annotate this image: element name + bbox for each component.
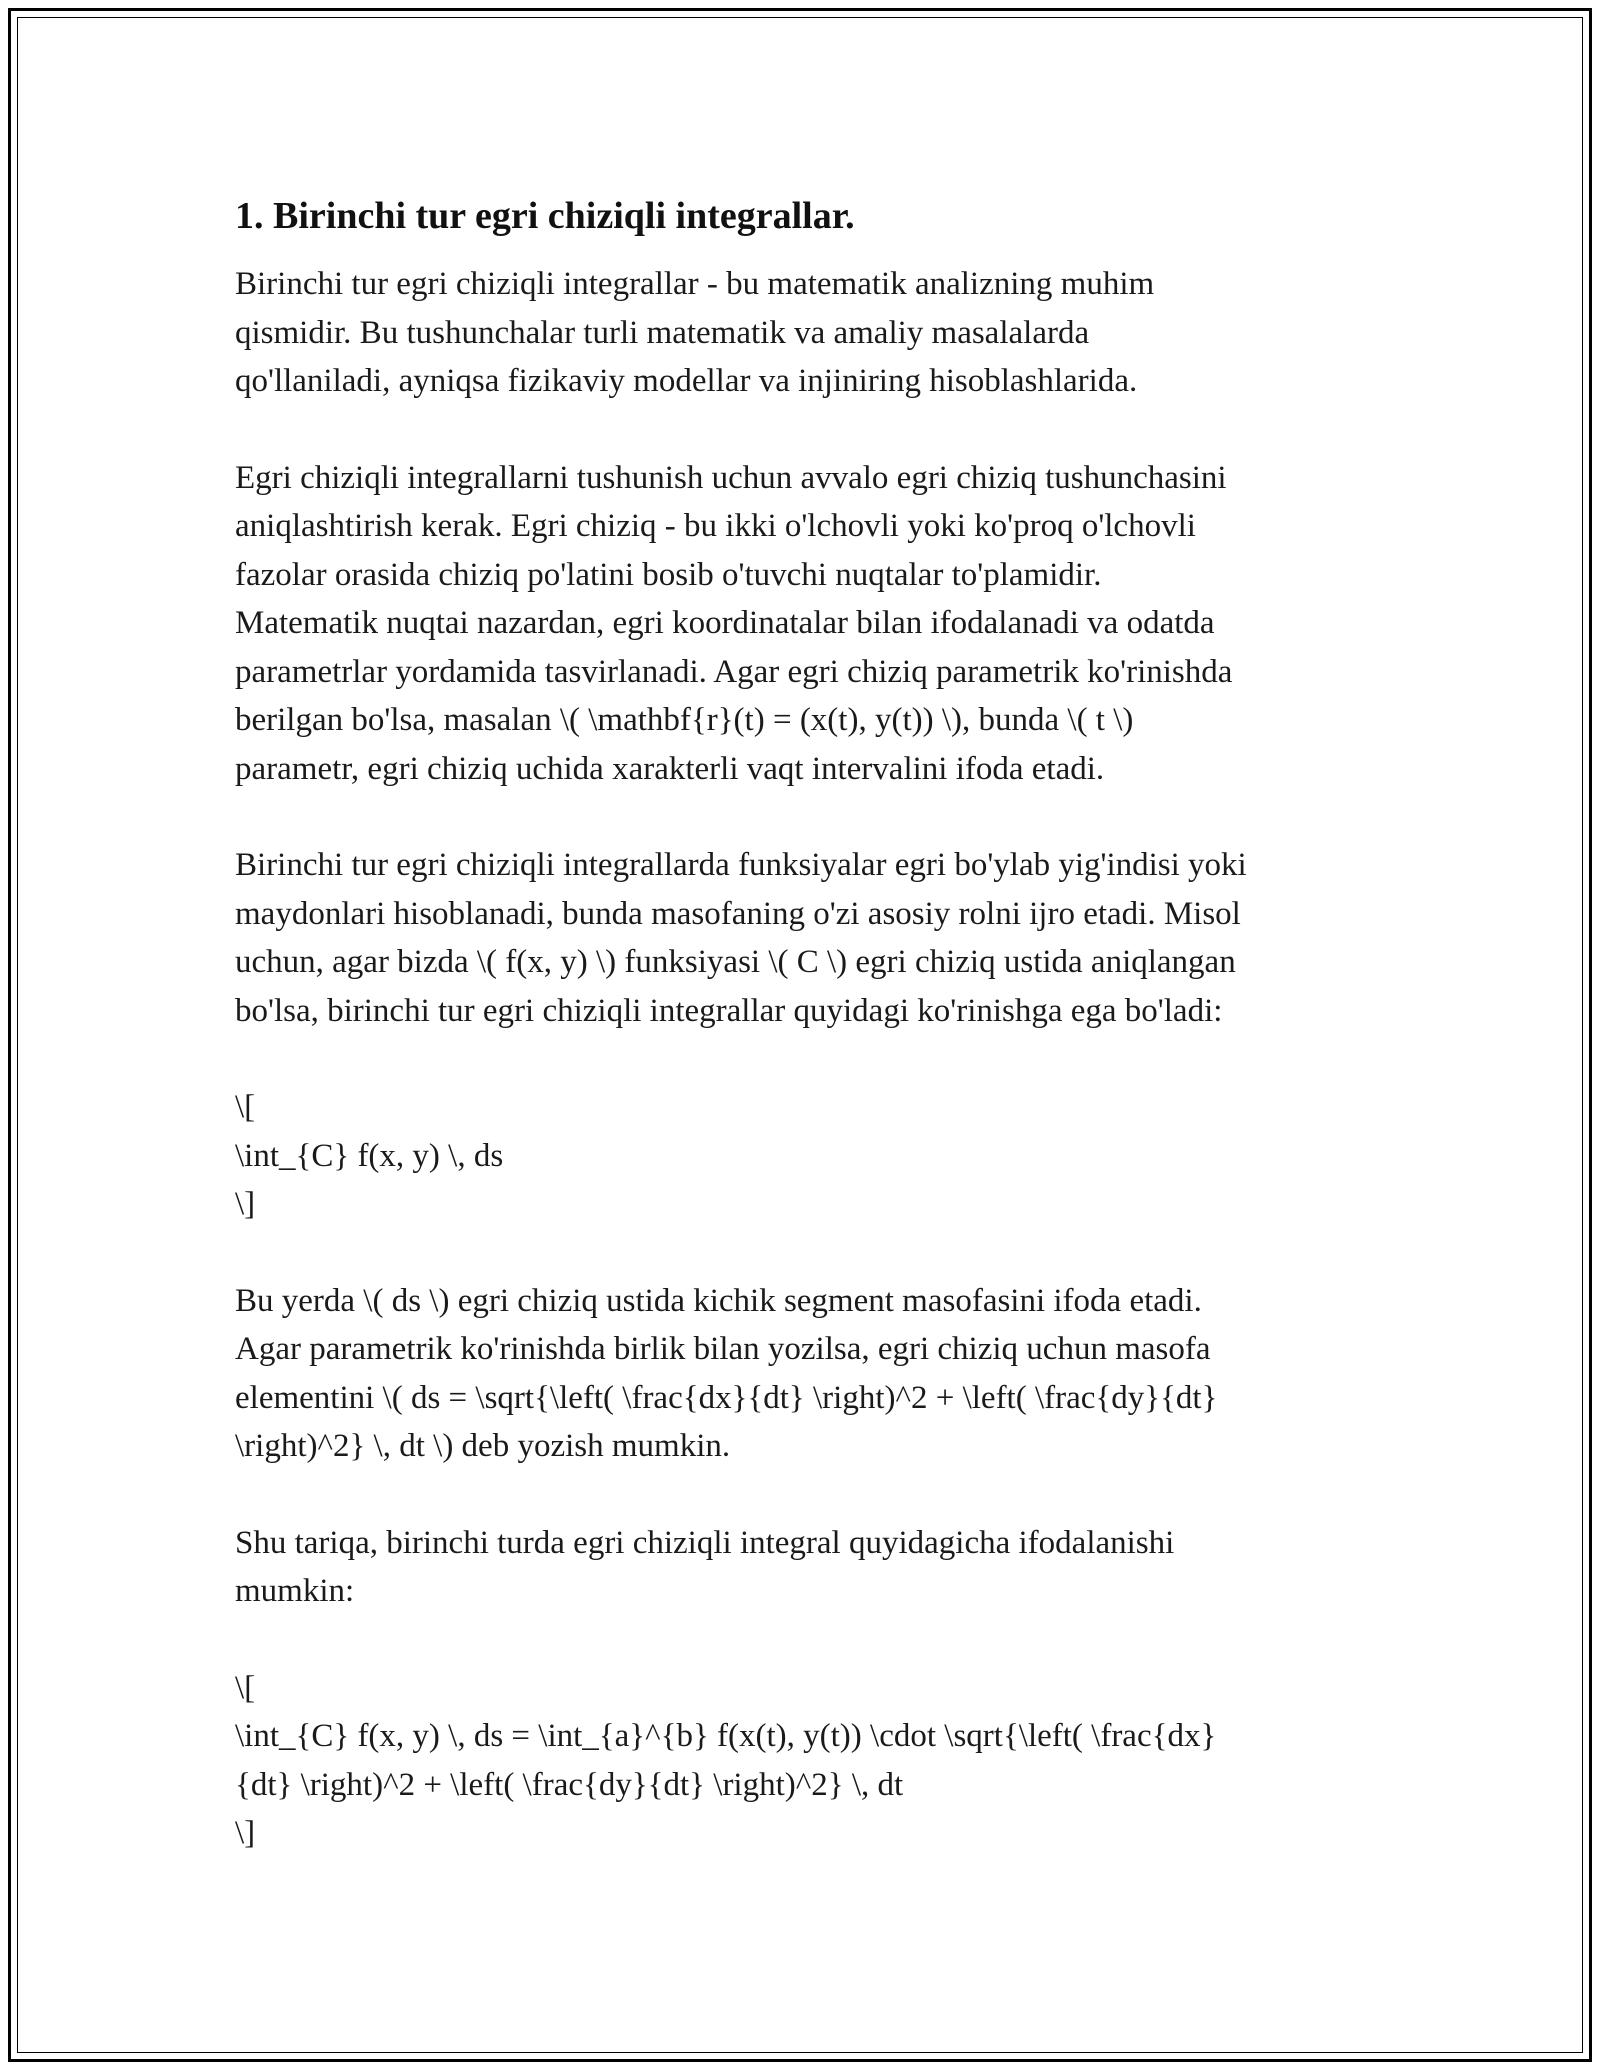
document-content xyxy=(235,190,1365,1906)
paragraph-integral-intro xyxy=(235,841,1365,1035)
text-line: Matematik nuqtai nazardan, egri koordinatalar bilan ifodalanadi va odatda xyxy=(235,605,1215,641)
text-line: Agar parametrik ko'rinishda birlik bilan yozilsa, egri chiziq uchun masofa xyxy=(235,1331,1211,1367)
formula-parametric-integral xyxy=(235,1664,1365,1858)
section-heading: 1. Birinchi tur egri chiziqli integrallar. xyxy=(235,195,855,237)
formula-line: \[ xyxy=(235,1089,256,1125)
formula-line: \int_{C} f(x, y) \, ds xyxy=(235,1137,504,1174)
text-line: aniqlashtirish kerak. Egri chiziq - bu ikki o'lchovli yoki ko'proq o'lchovli xyxy=(235,508,1196,544)
paragraph-curve-definition xyxy=(235,454,1365,794)
text-line: berilgan bo'lsa, masalan \( \mathbf{r}(t) = (x(t), y(t)) \), bunda \( t \) xyxy=(235,702,1134,738)
text-line: qismidir. Bu tushunchalar turli matematik va amaliy masalalarda xyxy=(235,314,1090,351)
text-line: \right)^2} \, dt \) deb yozish mumkin. xyxy=(235,1428,731,1464)
paragraph-conclusion xyxy=(235,1519,1365,1616)
text-line: parametr, egri chiziq uchida xarakterli vaqt intervalini ifoda etadi. xyxy=(235,750,1105,787)
text-line: Birinchi tur egri chiziqli integrallarda funksiyalar egri bo'ylab yig'indisi yoki xyxy=(235,847,1247,883)
formula-line-integral xyxy=(235,1083,1365,1229)
text-line: mumkin: xyxy=(235,1573,355,1609)
text-line: Birinchi tur egri chiziqli integrallar - bu matematik analizning muhim xyxy=(235,266,1155,302)
text-line: elementini \( ds = \sqrt{\left( \frac{dx}{dt} \right)^2 + \left( \frac{dy}{dt} xyxy=(235,1379,1218,1416)
paragraph-intro xyxy=(235,260,1365,406)
text-line: bo'lsa, birinchi tur egri chiziqli integrallar quyidagi ko'rinishga ega bo'ladi: xyxy=(235,992,1223,1029)
text-line: qo'llaniladi, ayniqsa fizikaviy modellar va injiniring hisoblashlarida. xyxy=(235,363,1138,399)
text-line: uchun, agar bizda \( f(x, y) \) funksiyasi \( C \) egri chiziq ustida aniqlangan xyxy=(235,944,1236,980)
text-line: maydonlari hisoblanadi, bunda masofaning o'zi asosiy rolni ijro etadi. Misol xyxy=(235,895,1241,932)
text-line: Shu tariqa, birinchi turda egri chiziqli integral quyidagicha ifodalanishi xyxy=(235,1524,1175,1561)
formula-line: {dt} \right)^2 + \left( \frac{dy}{dt} \right)^2} \, dt xyxy=(235,1766,904,1803)
formula-line: \[ xyxy=(235,1669,256,1706)
text-line: Egri chiziqli integrallarni tushunish uchun avvalo egri chiziq tushunchasini xyxy=(235,459,1227,496)
formula-line: \] xyxy=(235,1186,256,1222)
formula-line: \int_{C} f(x, y) \, ds = \int_{a}^{b} f(x(t), y(t)) \cdot \sqrt{\left( \frac{dx} xyxy=(235,1718,1217,1754)
paragraph-ds-element xyxy=(235,1277,1365,1471)
text-line: fazolar orasida chiziq po'latini bosib o'tuvchi nuqtalar to'plamidir. xyxy=(235,556,1102,593)
text-line: parametrlar yordamida tasvirlanadi. Agar egri chiziq parametrik ko'rinishda xyxy=(235,653,1233,690)
text-line: Bu yerda \( ds \) egri chiziq ustida kichik segment masofasini ifoda etadi. xyxy=(235,1282,1202,1319)
formula-line: \] xyxy=(235,1815,256,1851)
